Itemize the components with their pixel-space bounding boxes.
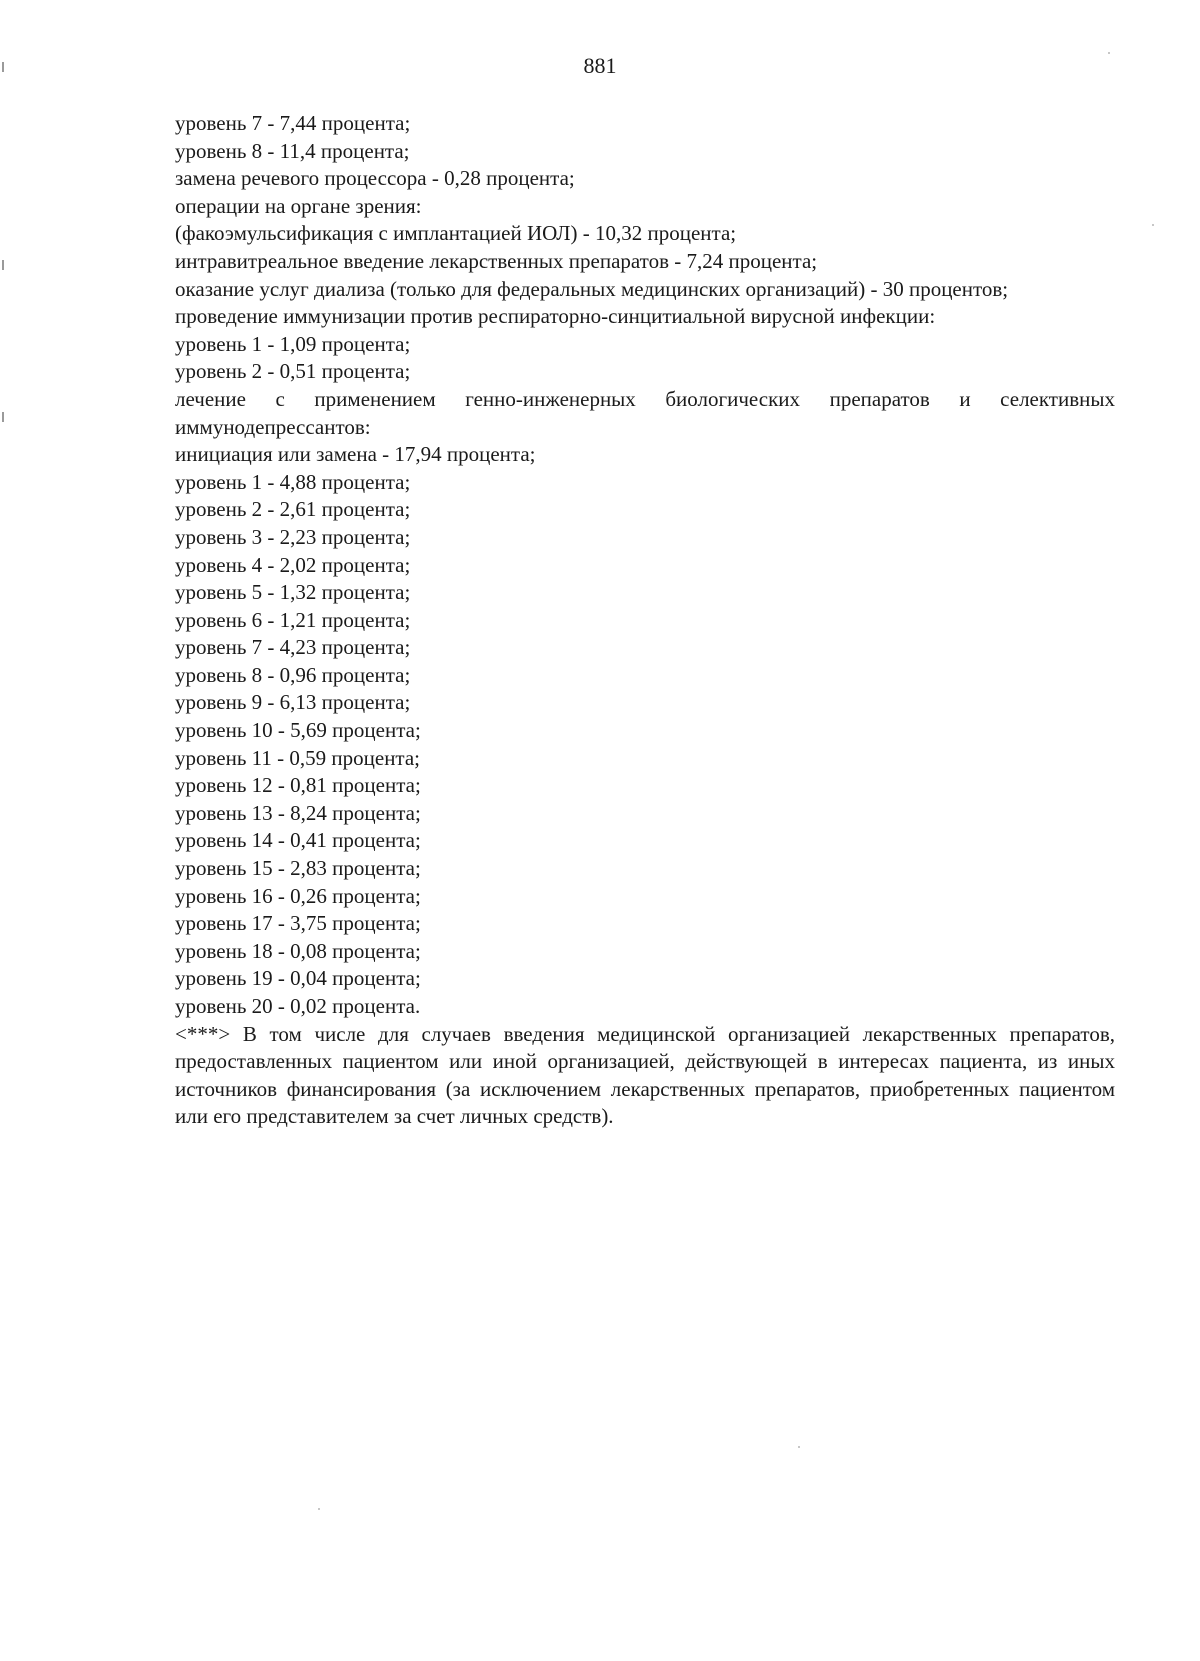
- text-line: уровень 3 - 2,23 процента;: [175, 524, 411, 549]
- text-line: уровень 12 - 0,81 процента;: [175, 773, 421, 798]
- text-line: уровень 1 - 1,09 процента;: [175, 331, 411, 356]
- text-line: (факоэмульсификация с имплантацией ИОЛ) - 10,32 процента;: [175, 221, 737, 246]
- text-line: проведение иммунизации против респираторно-синцитиальной вирусной инфекции:: [175, 304, 936, 329]
- text-paragraph: лечение с применением генно-инженерных биологических препаратов и селективных иммунодепрессантов:: [175, 386, 1115, 439]
- text-line: уровень 20 - 0,02 процента.: [175, 994, 421, 1018]
- text-line: уровень 17 - 3,75 процента;: [175, 911, 421, 936]
- footnote-paragraph: <***> В том числе для случаев введения медицинской организацией лекарственных препаратов, предоставленных пациентом или иной организацией, действующей в интересах пациента, из иных источников финансирования (за исключением лекарственных препаратов, приобретенных пациентом или его представителем за счет личных средств).: [175, 1021, 1115, 1129]
- text-line: уровень 16 - 0,26 процента;: [175, 883, 421, 908]
- text-line: уровень 8 - 0,96 процента;: [175, 662, 411, 687]
- text-line: уровень 19 - 0,04 процента;: [175, 966, 421, 991]
- text-line: уровень 11 - 0,59 процента;: [175, 745, 421, 770]
- text-line: инициация или замена - 17,94 процента;: [175, 442, 536, 467]
- scan-mark: [2, 260, 4, 270]
- text-line: уровень 13 - 8,24 процента;: [175, 800, 421, 825]
- text-line: уровень 14 - 0,41 процента;: [175, 828, 421, 853]
- text-line: уровень 2 - 0,51 процента;: [175, 359, 411, 384]
- scan-speck: [1108, 52, 1110, 54]
- text-paragraph: оказание услуг диализа (только для федеральных медицинских организаций) - 30 процентов;: [175, 276, 1009, 301]
- text-line: уровень 8 - 11,4 процента;: [175, 138, 410, 163]
- scan-mark: [2, 62, 4, 72]
- text-line: уровень 4 - 2,02 процента;: [175, 552, 411, 577]
- text-line: уровень 7 - 7,44 процента;: [175, 111, 411, 135]
- page-number: 881: [583, 53, 617, 78]
- scan-speck: [1152, 224, 1154, 226]
- scan-speck: [798, 1446, 800, 1448]
- text-line: операции на органе зрения:: [175, 193, 422, 218]
- text-line: уровень 10 - 5,69 процента;: [175, 718, 421, 743]
- text-line: замена речевого процессора - 0,28 процента;: [175, 166, 575, 191]
- scan-mark: [2, 412, 4, 422]
- text-line: интравитреальное введение лекарственных препаратов - 7,24 процента;: [175, 248, 818, 273]
- document-body: [175, 110, 1115, 1131]
- text-line: уровень 7 - 4,23 процента;: [175, 635, 411, 660]
- text-line: уровень 9 - 6,13 процента;: [175, 690, 411, 715]
- text-line: уровень 6 - 1,21 процента;: [175, 607, 411, 632]
- text-line: уровень 2 - 2,61 процента;: [175, 497, 411, 522]
- text-line: уровень 18 - 0,08 процента;: [175, 938, 421, 963]
- scan-speck: [318, 1508, 320, 1510]
- text-line: уровень 5 - 1,32 процента;: [175, 580, 411, 605]
- text-line: уровень 1 - 4,88 процента;: [175, 469, 411, 494]
- text-line: уровень 15 - 2,83 процента;: [175, 856, 421, 881]
